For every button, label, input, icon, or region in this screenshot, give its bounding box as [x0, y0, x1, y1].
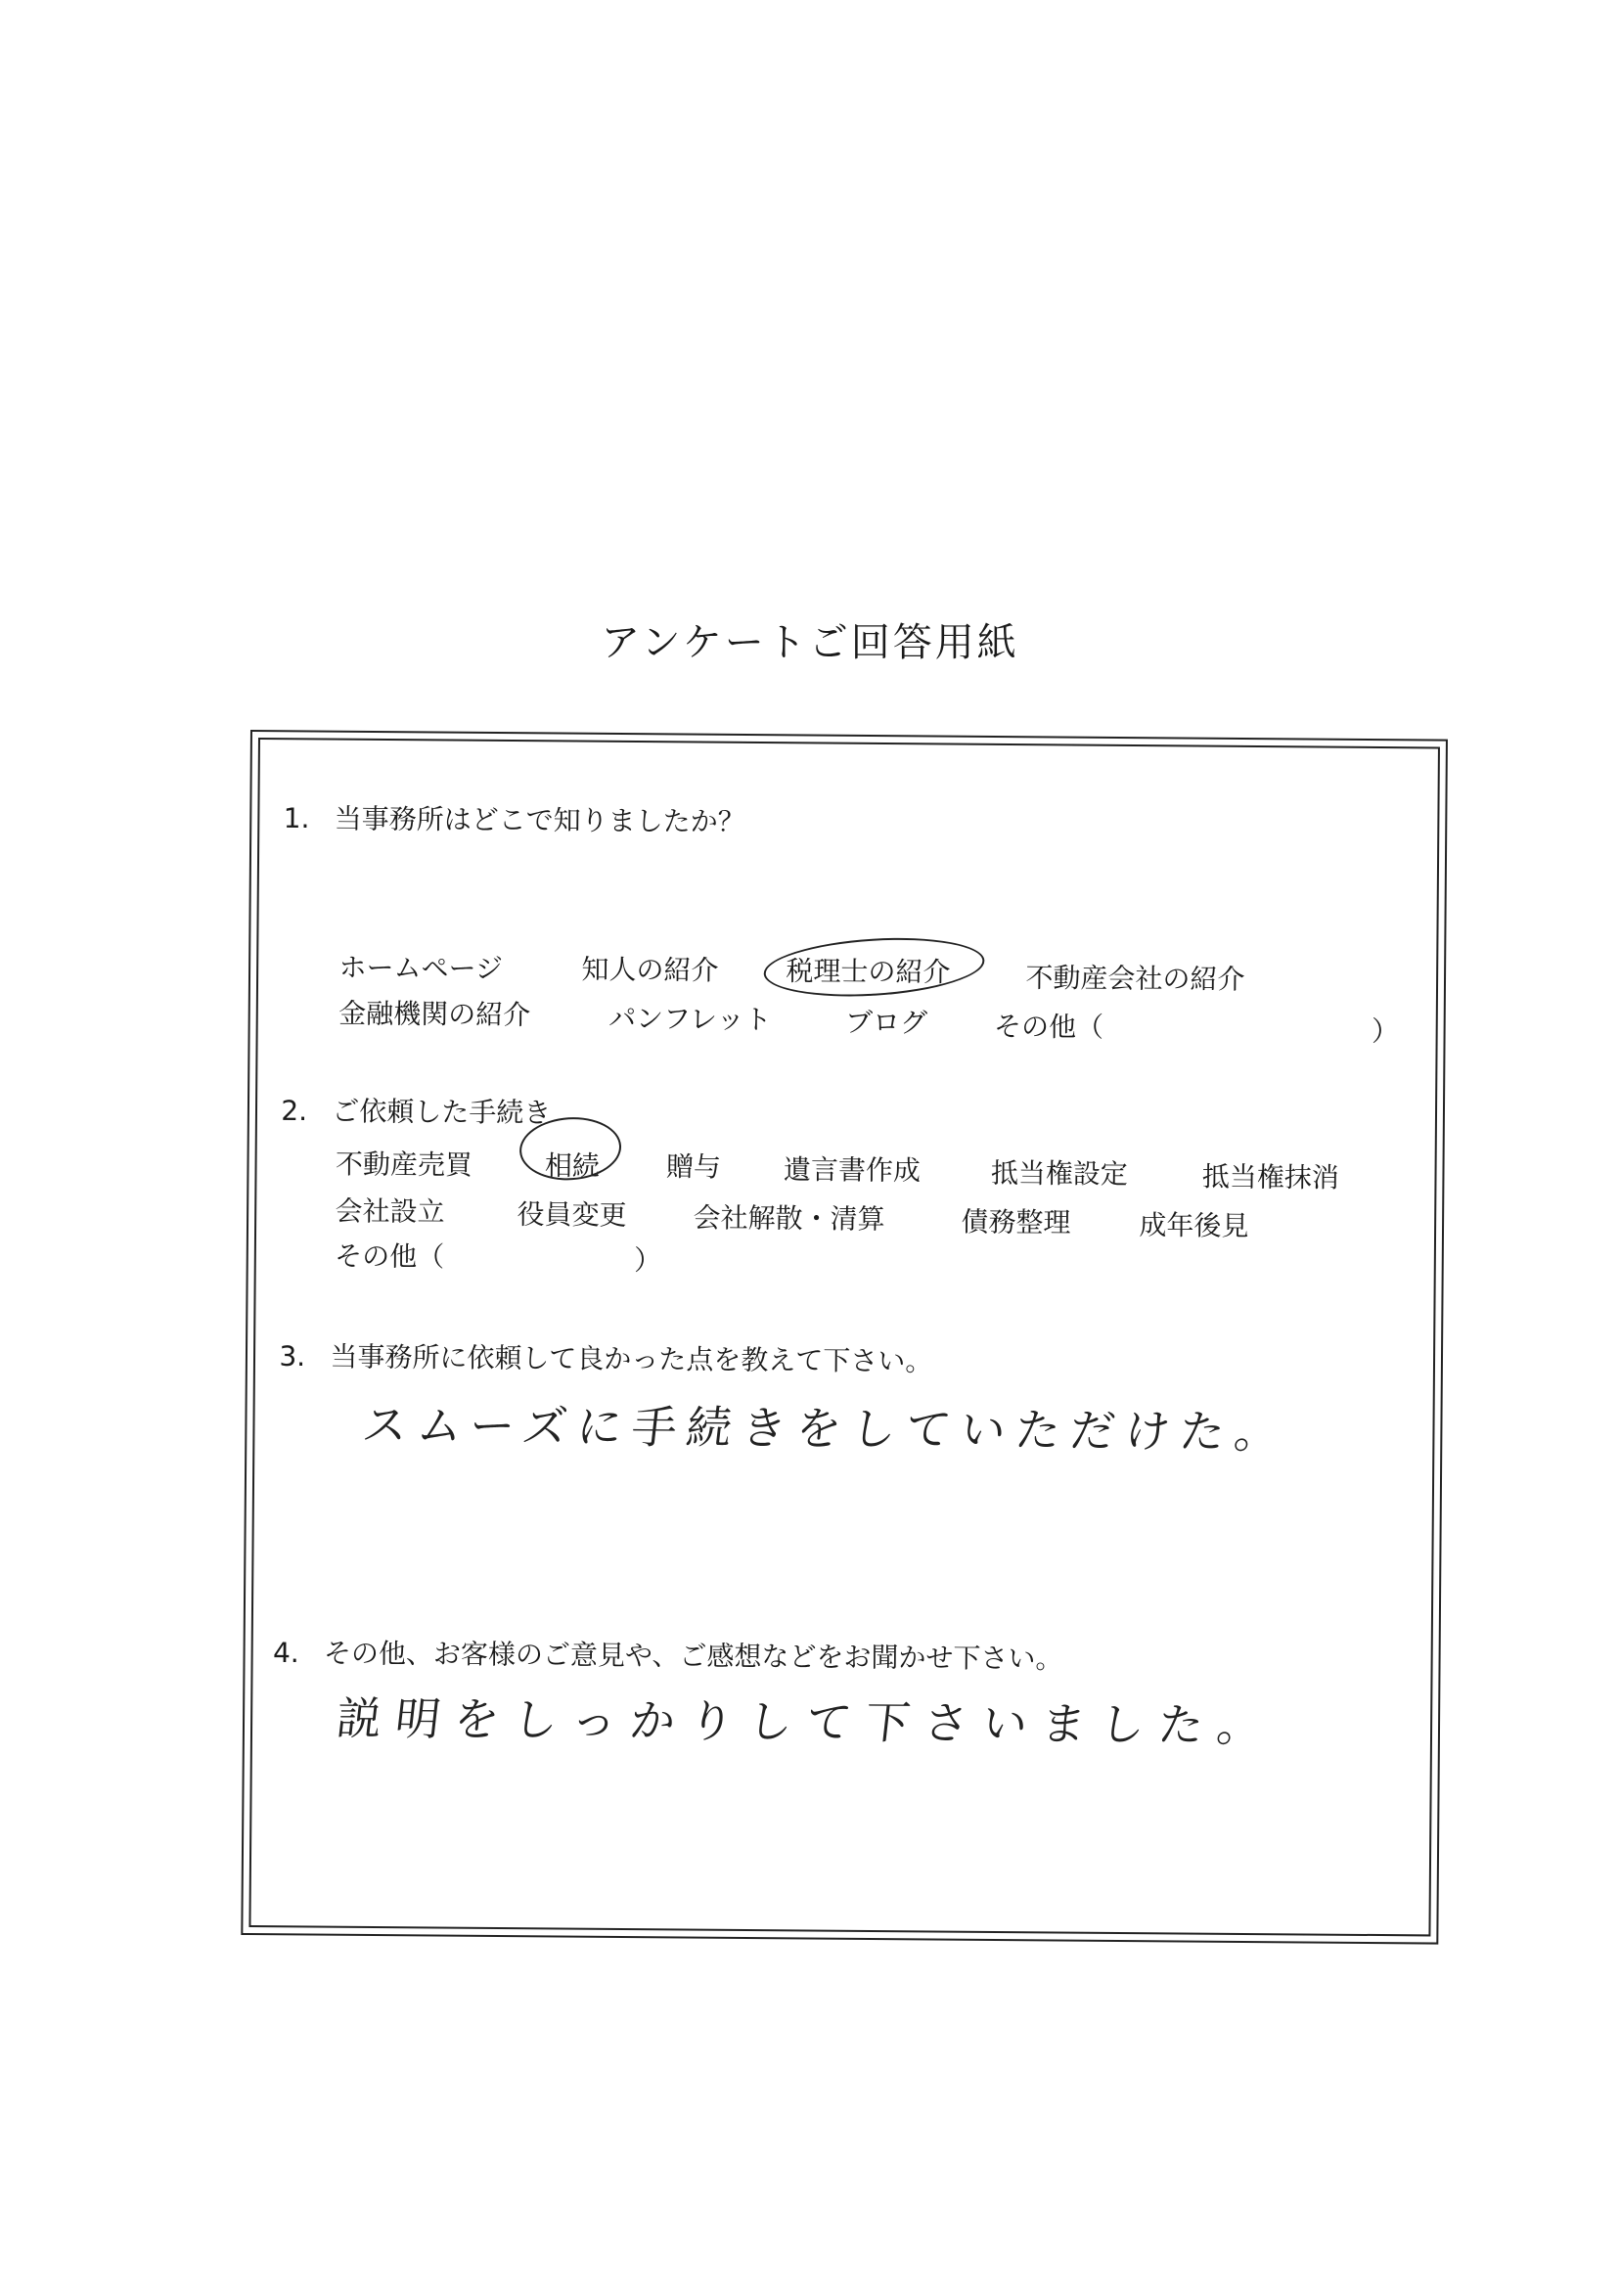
document-title: アンケートご回答用紙	[601, 620, 1019, 665]
question-number: 1.	[283, 801, 310, 835]
option-mortgage-cancellation: 抵当権抹消	[1201, 1160, 1340, 1194]
option-real-estate-sale: 不動産売買	[335, 1148, 473, 1182]
question-text: 当事務所に依頼して良かった点を教えて下さい。	[330, 1340, 933, 1378]
question-number: 3.	[279, 1339, 306, 1373]
option-mortgage-registration: 抵当権設定	[990, 1156, 1129, 1191]
question-3	[279, 1335, 932, 1379]
question-number: 2.	[281, 1094, 308, 1128]
option-inheritance: 相続	[544, 1149, 601, 1183]
option-pamphlet: パンフレット	[608, 1002, 772, 1036]
option-company-dissolution: 会社解散・清算	[693, 1201, 885, 1236]
handwritten-answer-3: スムーズに手続きをしていただけた。	[359, 1398, 1292, 1459]
option-debt-consolidation: 債務整理	[961, 1205, 1071, 1239]
option-tax-accountant: 税理士の紹介	[786, 954, 951, 989]
question-4	[273, 1632, 1063, 1677]
question-number: 4.	[272, 1636, 299, 1670]
option-will-drafting: 遺言書作成	[783, 1152, 922, 1188]
question-2	[281, 1090, 551, 1131]
option-acquaintance: 知人の紹介	[581, 953, 719, 987]
option-financial-institution: 金融機関の紹介	[338, 997, 531, 1031]
question-text: ご依頼した手続き	[332, 1095, 552, 1130]
option-gift: 贈与	[665, 1150, 722, 1184]
option-homepage: ホームページ	[338, 951, 504, 985]
option-other-open: その他（	[335, 1239, 445, 1274]
question-1	[284, 797, 745, 840]
question-text: 当事務所はどこで知りましたか？	[334, 802, 745, 838]
option-real-estate-company: 不動産会社の紹介	[1025, 961, 1245, 996]
handwritten-answer-4: 説明をしっかりして下さいました。	[334, 1691, 1280, 1752]
selection-circle	[762, 932, 986, 1003]
option-officer-change: 役員変更	[517, 1197, 627, 1232]
option-other-open: その他（	[993, 1010, 1104, 1044]
option-other-close: ）	[634, 1243, 662, 1277]
option-blog: ブログ	[844, 1006, 928, 1040]
option-other-close: ）	[1371, 1014, 1400, 1048]
question-text: その他、お客様のご意見や、ご感想などをお聞かせ下さい。	[323, 1637, 1063, 1676]
option-adult-guardianship: 成年後見	[1139, 1208, 1249, 1242]
option-company-formation: 会社設立	[335, 1194, 445, 1229]
